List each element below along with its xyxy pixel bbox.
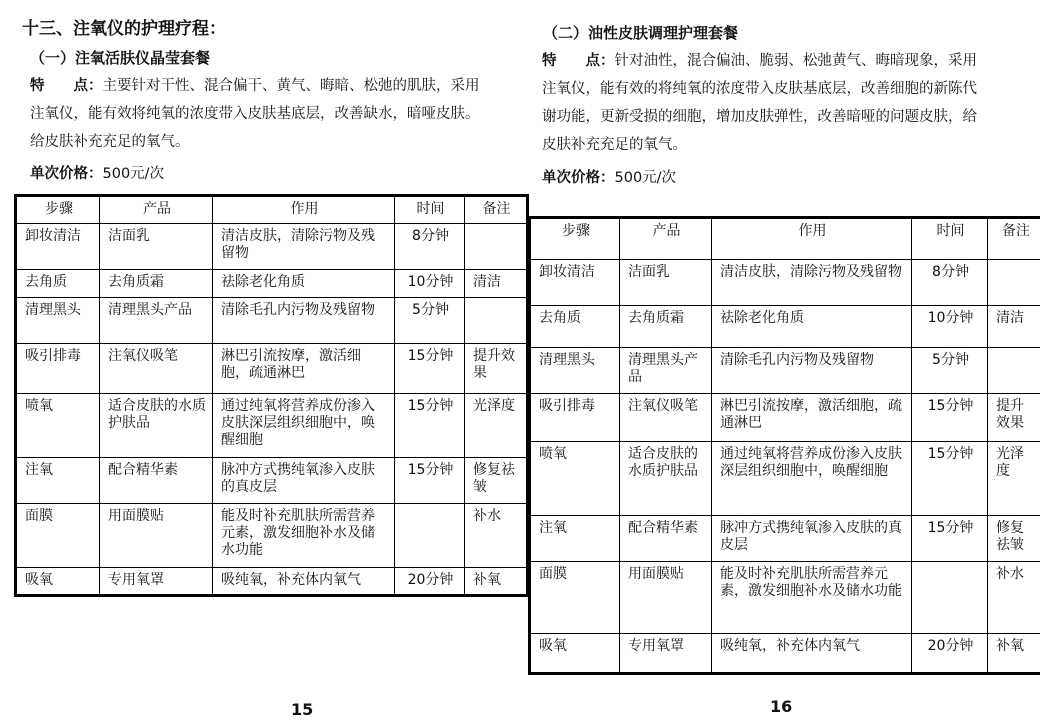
cell-note: 清洁 [988,306,1040,348]
cell-time: 8分钟 [912,260,988,306]
left-care-table [14,194,529,597]
cell-product: 清理黑头产品 [100,298,213,344]
table-row [16,458,528,504]
cell-step: 去角质 [16,270,100,298]
cell-time: 15分钟 [395,344,465,394]
cell-time: 5分钟 [912,348,988,394]
cell-product: 专用氧罩 [100,568,213,596]
cell-time: 10分钟 [395,270,465,298]
cell-effect: 通过纯氧将营养成份渗入皮肤深层组织细胞中，唤醒细胞 [213,394,395,458]
cell-step: 去角质 [530,306,620,348]
cell-time: 20分钟 [395,568,465,596]
header-effect: 作用 [712,218,912,260]
cell-time: 15分钟 [912,442,988,516]
cell-step: 吸引排毒 [530,394,620,442]
cell-note [465,298,528,344]
cell-product: 洁面乳 [100,224,213,270]
left-feature-line-1: 主要针对干性、混合偏干、黄气、晦暗、松弛的肌肤，采用 [102,78,480,94]
cell-effect: 脉冲方式携纯氧渗入皮肤的真皮层 [213,458,395,504]
cell-step: 清理黑头 [16,298,100,344]
header-note: 备注 [988,218,1040,260]
cell-note [988,348,1040,394]
left-price-value: 500元/次 [102,166,165,182]
right-care-table [528,216,1040,675]
cell-product: 清理黑头产品 [620,348,712,394]
cell-step: 吸引排毒 [16,344,100,394]
table-row [16,568,528,596]
cell-time [395,504,465,568]
header-note: 备注 [465,196,528,224]
header-time: 时间 [395,196,465,224]
table-row [530,516,1040,562]
left-package-title: （一）注氧活肤仪晶莹套餐 [30,49,211,67]
right-feature-paragraph [542,47,1032,159]
cell-step: 卸妆清洁 [16,224,100,270]
right-feature-line-2: 注氧仪，能有效的将纯氧的浓度带入皮肤基底层，改善细胞的新陈代 [542,81,977,97]
cell-product: 配合精华素 [100,458,213,504]
header-effect: 作用 [213,196,395,224]
table-header-row [16,196,528,224]
cell-step: 吸氧 [530,634,620,674]
cell-effect: 淋巴引流按摩，激活细胞，疏通淋巴 [213,344,395,394]
cell-effect: 能及时补充肌肤所需营养元素，激发细胞补水及储水功能 [712,562,912,634]
right-price [542,166,676,187]
right-price-label: 单次价格： [542,170,615,186]
cell-product: 去角质霜 [620,306,712,348]
cell-effect: 吸纯氧，补充体内氧气 [712,634,912,674]
cell-note: 补水 [465,504,528,568]
cell-note: 补氧 [988,634,1040,674]
header-product: 产品 [100,196,213,224]
cell-step: 卸妆清洁 [530,260,620,306]
header-step: 步骤 [16,196,100,224]
cell-time: 8分钟 [395,224,465,270]
cell-time: 15分钟 [395,394,465,458]
cell-time: 5分钟 [395,298,465,344]
table-row [530,634,1040,674]
right-page-number: 16 [770,697,793,716]
left-feature-label: 特 点： [30,78,103,94]
left-page-number: 15 [291,700,314,719]
cell-product: 注氧仪吸笔 [100,344,213,394]
cell-step: 注氧 [16,458,100,504]
cell-note: 修复祛皱 [988,516,1040,562]
cell-step: 面膜 [530,562,620,634]
cell-note: 提升效果 [988,394,1040,442]
cell-time [912,562,988,634]
cell-effect: 吸纯氧，补充体内氧气 [213,568,395,596]
cell-time: 15分钟 [912,394,988,442]
cell-effect: 祛除老化角质 [712,306,912,348]
cell-product: 洁面乳 [620,260,712,306]
cell-step: 注氧 [530,516,620,562]
table-row [530,562,1040,634]
cell-product: 用面膜贴 [620,562,712,634]
table-row [530,394,1040,442]
right-feature-line-3: 谢功能，更新受损的细胞，增加皮肤弹性，改善暗哑的问题皮肤，给 [542,109,977,125]
cell-effect: 祛除老化角质 [213,270,395,298]
cell-product: 适合皮肤的水质护肤品 [620,442,712,516]
cell-product: 用面膜贴 [100,504,213,568]
cell-step: 面膜 [16,504,100,568]
cell-step: 喷氧 [16,394,100,458]
cell-product: 去角质霜 [100,270,213,298]
right-package-title: （二）油性皮肤调理护理套餐 [543,24,739,42]
table-row [530,260,1040,306]
cell-note: 修复祛皱 [465,458,528,504]
cell-time: 15分钟 [395,458,465,504]
header-step: 步骤 [530,218,620,260]
cell-step: 喷氧 [530,442,620,516]
table-row [16,298,528,344]
table-row [530,442,1040,516]
cell-effect: 清除毛孔内污物及残留物 [712,348,912,394]
cell-note: 光泽度 [988,442,1040,516]
cell-note [465,224,528,270]
cell-product: 专用氧罩 [620,634,712,674]
right-feature-label: 特 点： [542,53,615,69]
cell-note: 补水 [988,562,1040,634]
left-price-label: 单次价格： [30,166,103,182]
cell-product: 适合皮肤的水质护肤品 [100,394,213,458]
table-row [16,394,528,458]
cell-note: 清洁 [465,270,528,298]
table-row [16,270,528,298]
cell-effect: 通过纯氧将营养成份渗入皮肤深层组织细胞中，唤醒细胞 [712,442,912,516]
table-row [530,348,1040,394]
right-feature-line-1: 针对油性，混合偏油、脆弱、松弛黄气、晦暗现象，采用 [614,53,977,69]
cell-effect: 清洁皮肤，清除污物及残留物 [712,260,912,306]
left-feature-paragraph [30,72,530,156]
cell-note: 提升效果 [465,344,528,394]
cell-note: 光泽度 [465,394,528,458]
cell-product: 注氧仪吸笔 [620,394,712,442]
left-feature-line-2: 注氧仪，能有效将纯氧的浓度带入皮肤基底层，改善缺水，暗哑皮肤。 [30,106,480,122]
cell-effect: 清洁皮肤，清除污物及残留物 [213,224,395,270]
table-row [16,344,528,394]
cell-note: 补氧 [465,568,528,596]
table-row [530,306,1040,348]
cell-product: 配合精华素 [620,516,712,562]
cell-note [988,260,1040,306]
table-row [16,224,528,270]
left-price [30,162,164,183]
section-title: 十三、注氧仪的护理疗程： [22,19,226,39]
cell-time: 15分钟 [912,516,988,562]
table-header-row [530,218,1040,260]
cell-time: 10分钟 [912,306,988,348]
left-feature-line-3: 给皮肤补充充足的氧气。 [30,134,190,150]
right-price-value: 500元/次 [614,170,677,186]
cell-step: 清理黑头 [530,348,620,394]
table-row [16,504,528,568]
cell-effect: 淋巴引流按摩，激活细胞，疏通淋巴 [712,394,912,442]
cell-effect: 脉冲方式携纯氧渗入皮肤的真皮层 [712,516,912,562]
header-product: 产品 [620,218,712,260]
header-time: 时间 [912,218,988,260]
cell-step: 吸氧 [16,568,100,596]
cell-effect: 能及时补充肌肤所需营养元素，激发细胞补水及储水功能 [213,504,395,568]
cell-effect: 清除毛孔内污物及残留物 [213,298,395,344]
right-feature-line-4: 皮肤补充充足的氧气。 [542,137,687,153]
cell-time: 20分钟 [912,634,988,674]
